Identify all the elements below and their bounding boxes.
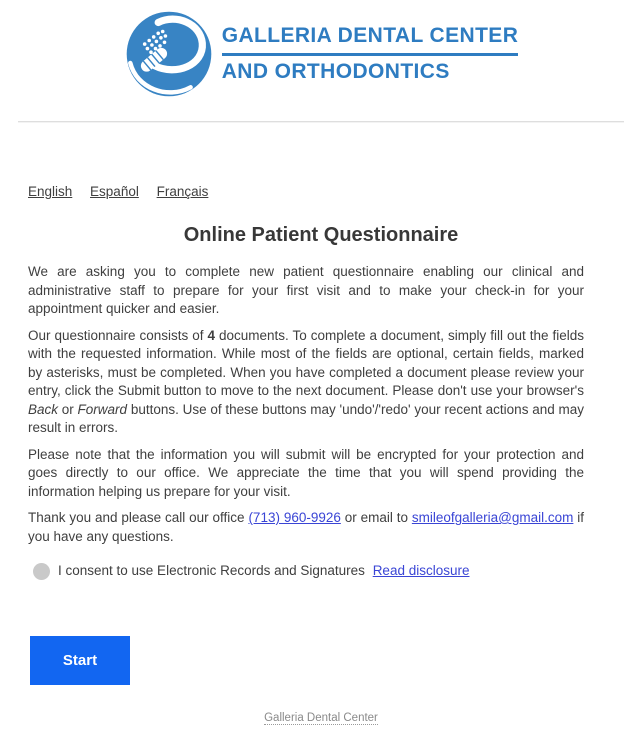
instructions-text: documents. To complete a document, simply fill out the fields with the requested information. While most of the fields are optional, certain fields, marked by asterisks, must be completed. When you have completed a document please review your entry, click the Submit button to move to the next document. Please don't use your browser's	[28, 327, 585, 398]
consent-label-text: I consent to use Electronic Records and Signatures	[58, 563, 365, 578]
logo-text	[222, 24, 519, 84]
forward-word: Forward	[77, 401, 128, 417]
document-count: 4	[207, 327, 216, 343]
language-nav	[28, 184, 642, 199]
paragraph-welcome	[28, 263, 584, 319]
back-word: Back	[28, 401, 59, 417]
contact-text: or email to	[340, 510, 412, 525]
footer-practice-link[interactable]: Galleria Dental Center	[264, 711, 378, 724]
contact-text: if you have any questions.	[28, 510, 584, 544]
paragraph-welcome-text: We are asking you to complete new patient questionnaire enabling our clinical and administrative staff to prepare for your first visit and to make your check-in for your appointment quicker and easier.	[28, 264, 584, 316]
instructions-text: or	[58, 401, 78, 417]
language-link-francais[interactable]: Français	[156, 184, 209, 199]
consent-label	[58, 562, 470, 581]
header	[0, 0, 642, 100]
language-link-english[interactable]: English	[28, 184, 73, 199]
intro-content	[0, 247, 642, 685]
phone-link[interactable]: (713) 960-9926	[248, 510, 341, 525]
logo-line2: AND ORTHODONTICS	[221, 60, 450, 83]
read-disclosure-link[interactable]: Read disclosure	[372, 563, 470, 578]
page-title: Online Patient Questionnaire	[183, 224, 459, 246]
paragraph-privacy	[28, 446, 584, 502]
language-link-espanol[interactable]: Español	[90, 184, 139, 199]
footer	[0, 709, 642, 738]
contact-text: Thank you and please call our office	[28, 510, 249, 525]
consent-row	[33, 562, 584, 581]
logo-line1: GALLERIA DENTAL CENTER	[222, 24, 519, 56]
paragraph-contact	[28, 509, 584, 546]
header-divider	[18, 121, 624, 122]
instructions-text: buttons. Use of these buttons may 'undo'/'redo' your recent actions and may result in errors.	[28, 401, 584, 435]
email-link[interactable]: smileofgalleria@gmail.com	[411, 510, 574, 525]
paragraph-instructions	[28, 327, 584, 438]
instructions-text: Our questionnaire consists of	[28, 327, 208, 343]
paragraph-privacy-text: Please note that the information you will submit will be encrypted for your protection and goes directly to our office. We appreciate the time that you will spend providing the information helping us prepare for your visit.	[28, 446, 584, 499]
start-button[interactable]: Start	[30, 636, 130, 685]
consent-radio[interactable]	[33, 563, 50, 580]
logo-toothbrush-icon	[124, 8, 214, 100]
